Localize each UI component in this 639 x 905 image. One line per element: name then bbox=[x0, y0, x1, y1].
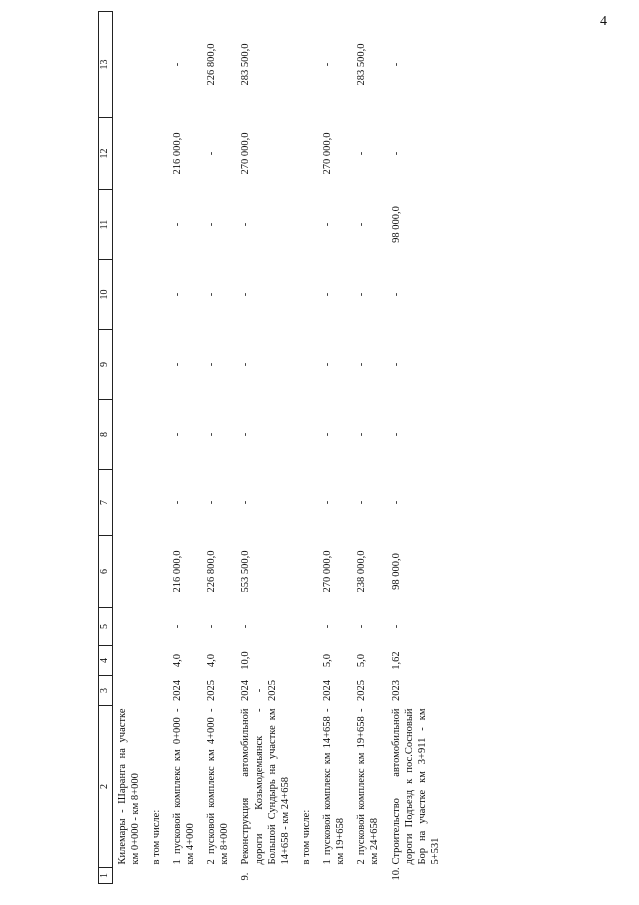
value-cell: 553 500,0 bbox=[240, 550, 252, 593]
value-cell: - bbox=[206, 432, 218, 437]
value-cell bbox=[147, 608, 168, 646]
row-number-cell bbox=[168, 868, 202, 884]
value-cell: - bbox=[240, 362, 252, 367]
value-cell: - bbox=[356, 432, 368, 437]
value-cell: 270 000,0 bbox=[322, 550, 333, 593]
value-cell bbox=[297, 400, 318, 470]
table-body bbox=[112, 12, 447, 884]
value-cell: - bbox=[390, 62, 402, 67]
value-cell: - bbox=[171, 292, 183, 297]
value-cell: - bbox=[322, 432, 333, 437]
value-cell: - bbox=[322, 292, 333, 297]
value-cell: 4,0 bbox=[206, 653, 218, 668]
table-row bbox=[352, 12, 386, 884]
value-cell bbox=[297, 330, 318, 400]
value-cell: 98 000,0 bbox=[390, 553, 402, 590]
value-cell: - bbox=[322, 62, 333, 67]
value-cell: - bbox=[171, 500, 183, 505]
item-name-cell: Строительство автомобильной дороги Подъезд к пос.Сосновый Бор на участке км 3+911 - км 5+531 bbox=[390, 708, 441, 865]
value-cell: 226 800,0 bbox=[206, 43, 218, 86]
value-cell: - bbox=[206, 362, 218, 367]
table-row bbox=[168, 12, 202, 884]
value-cell: 2025 bbox=[356, 680, 368, 701]
value-cell: 283 500,0 bbox=[356, 43, 368, 86]
page-number: 4 bbox=[600, 14, 607, 29]
value-cell: - bbox=[390, 362, 402, 367]
item-name-cell: в том числе: bbox=[300, 809, 312, 865]
value-cell: 2023 bbox=[390, 680, 402, 701]
value-cell: - bbox=[206, 222, 218, 227]
value-cell bbox=[297, 676, 318, 706]
value-cell: - bbox=[206, 624, 218, 629]
value-cell bbox=[297, 190, 318, 260]
value-cell bbox=[147, 330, 168, 400]
value-cell: - bbox=[240, 222, 252, 227]
value-cell: 98 000,0 bbox=[390, 206, 402, 243]
value-cell: - bbox=[390, 432, 402, 437]
value-cell: - bbox=[171, 62, 183, 67]
header-cell: 5 bbox=[99, 608, 113, 646]
header-cell: 9 bbox=[99, 330, 113, 400]
value-cell bbox=[112, 190, 147, 260]
table-row bbox=[112, 12, 147, 884]
item-name-cell: 2 пусковой комплекс км 19+658 - км 24+658 bbox=[356, 708, 381, 865]
value-cell bbox=[147, 190, 168, 260]
value-cell bbox=[147, 12, 168, 118]
value-cell: - bbox=[390, 292, 402, 297]
table-row bbox=[387, 12, 448, 884]
header-cell: 7 bbox=[99, 470, 113, 536]
value-cell: - bbox=[171, 222, 183, 227]
value-cell: - bbox=[171, 362, 183, 367]
item-name-cell: 1 пусковой комплекс км 14+658 - км 19+658 bbox=[322, 708, 347, 865]
value-cell: 216 000,0 bbox=[171, 132, 183, 175]
value-cell: 226 800,0 bbox=[206, 550, 218, 593]
item-name-cell: 1 пусковой комплекс км 0+000 - км 4+000 bbox=[171, 708, 196, 865]
value-cell bbox=[297, 536, 318, 608]
header-cell: 1 bbox=[99, 868, 113, 884]
table-row bbox=[147, 12, 168, 884]
value-cell: - bbox=[390, 500, 402, 505]
value-cell: - bbox=[240, 432, 252, 437]
value-cell: - bbox=[356, 362, 368, 367]
value-cell bbox=[112, 260, 147, 330]
value-cell: - bbox=[171, 432, 183, 437]
value-cell bbox=[112, 118, 147, 190]
value-cell bbox=[147, 646, 168, 676]
item-name-cell: Килемары - Шаранга на участке км 0+000 - км 8+000 bbox=[116, 708, 141, 865]
header-cell: 6 bbox=[99, 536, 113, 608]
value-cell: - bbox=[356, 292, 368, 297]
value-cell: 270 000,0 bbox=[322, 132, 333, 175]
rotated-table-sheet bbox=[98, 32, 578, 884]
value-cell bbox=[297, 260, 318, 330]
value-cell bbox=[147, 118, 168, 190]
header-cell: 4 bbox=[99, 646, 113, 676]
table-row bbox=[297, 12, 318, 884]
value-cell: - bbox=[322, 222, 333, 227]
value-cell bbox=[112, 646, 147, 676]
header-cell: 12 bbox=[99, 118, 113, 190]
value-cell: - bbox=[356, 151, 368, 156]
value-cell bbox=[147, 400, 168, 470]
value-cell bbox=[112, 608, 147, 646]
value-cell bbox=[147, 260, 168, 330]
value-cell bbox=[297, 118, 318, 190]
value-cell: - bbox=[240, 500, 252, 505]
value-cell: 2024 bbox=[171, 680, 183, 701]
header-cell: 10 bbox=[99, 260, 113, 330]
value-cell: 10,0 bbox=[240, 651, 252, 670]
value-cell: - bbox=[240, 624, 252, 629]
value-cell: 216 000,0 bbox=[171, 550, 183, 593]
value-cell: - bbox=[206, 500, 218, 505]
value-cell bbox=[147, 676, 168, 706]
value-cell bbox=[112, 12, 147, 118]
header-cell: 11 bbox=[99, 190, 113, 260]
row-number-cell: 9. bbox=[240, 872, 252, 881]
value-cell: - bbox=[240, 292, 252, 297]
value-cell bbox=[112, 400, 147, 470]
row-number-cell bbox=[202, 868, 236, 884]
row-number-cell bbox=[352, 868, 386, 884]
column-number-header bbox=[99, 12, 113, 884]
value-cell bbox=[112, 536, 147, 608]
header-cell: 2 bbox=[99, 706, 113, 868]
value-cell: - bbox=[356, 222, 368, 227]
table-row bbox=[236, 12, 297, 884]
value-cell bbox=[297, 12, 318, 118]
row-number-cell bbox=[318, 868, 352, 884]
value-cell: - bbox=[390, 624, 402, 629]
row-number-cell bbox=[297, 868, 318, 884]
value-cell bbox=[112, 330, 147, 400]
item-name-cell: 2 пусковой комплекс км 4+000 - км 8+000 bbox=[206, 708, 231, 865]
value-cell: 283 500,0 bbox=[240, 43, 252, 86]
table-row bbox=[318, 12, 352, 884]
value-cell bbox=[297, 608, 318, 646]
value-cell: - bbox=[322, 624, 333, 629]
value-cell: 1,62 bbox=[390, 651, 402, 670]
value-cell: - bbox=[356, 624, 368, 629]
row-number-cell bbox=[112, 868, 147, 884]
header-cell: 3 bbox=[99, 676, 113, 706]
value-cell: 5,0 bbox=[322, 653, 333, 668]
value-cell bbox=[147, 470, 168, 536]
table-row bbox=[202, 12, 236, 884]
header-cell: 8 bbox=[99, 400, 113, 470]
value-cell: - bbox=[206, 151, 218, 156]
item-name-cell: в том числе: bbox=[150, 809, 162, 865]
value-cell: - bbox=[322, 500, 333, 505]
row-number-cell: 10. bbox=[390, 867, 402, 881]
header-cell: 13 bbox=[99, 12, 113, 118]
value-cell: - bbox=[206, 292, 218, 297]
value-cell bbox=[297, 470, 318, 536]
value-cell: 2025 bbox=[206, 680, 218, 701]
value-cell: - bbox=[171, 624, 183, 629]
value-cell: 270 000,0 bbox=[240, 132, 252, 175]
budget-table bbox=[98, 11, 447, 884]
value-cell: 2024 - 2025 bbox=[240, 680, 278, 701]
value-cell bbox=[112, 470, 147, 536]
item-name-cell: Реконструкция автомобильной дороги Козьмодемьянск - Большой Сундырь на участке км 14+658 - км 24+658 bbox=[240, 708, 291, 865]
value-cell: 2024 bbox=[322, 680, 333, 701]
row-number-cell bbox=[147, 868, 168, 884]
value-cell: 4,0 bbox=[171, 653, 183, 668]
value-cell: - bbox=[356, 500, 368, 505]
value-cell bbox=[297, 646, 318, 676]
value-cell: 238 000,0 bbox=[356, 550, 368, 593]
value-cell bbox=[112, 676, 147, 706]
value-cell: - bbox=[390, 151, 402, 156]
value-cell: 5,0 bbox=[356, 653, 368, 668]
value-cell: - bbox=[322, 362, 333, 367]
value-cell bbox=[147, 536, 168, 608]
